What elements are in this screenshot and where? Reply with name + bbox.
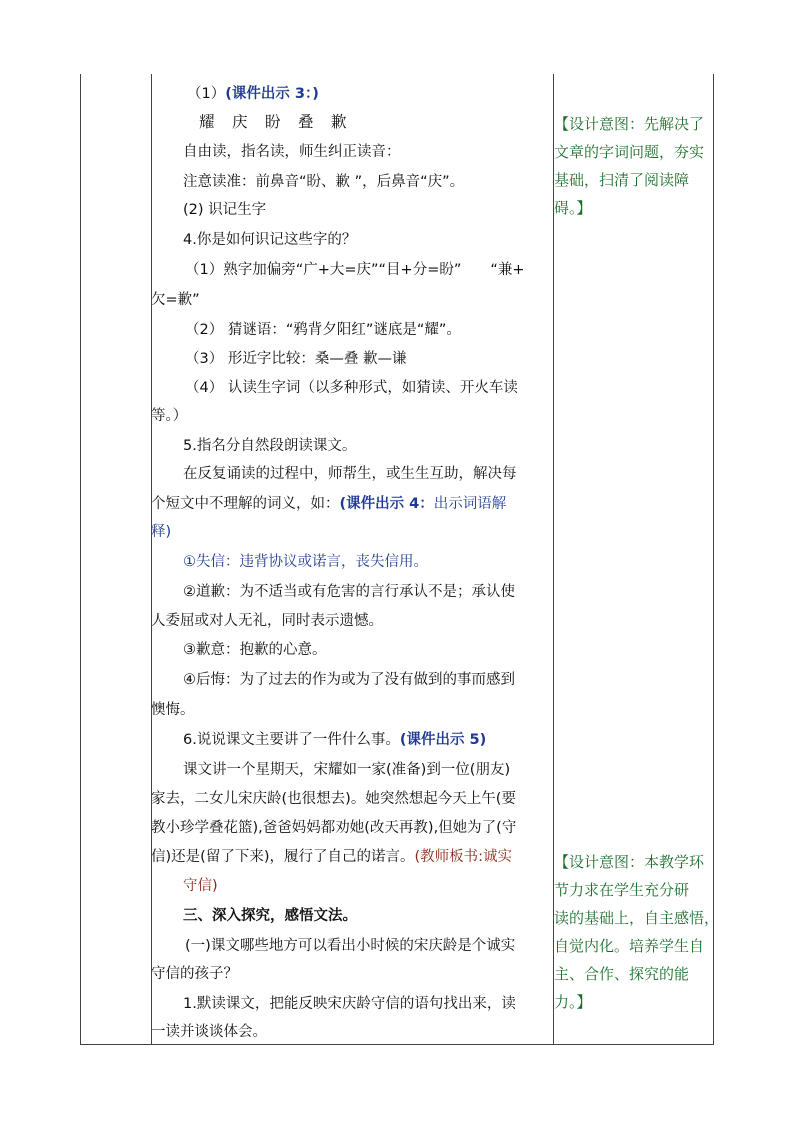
definition-item: ④后悔：为了过去的作为或为了没有做到的事而感到: [183, 672, 515, 688]
text-line: 一读并谈谈体会。: [151, 1024, 267, 1040]
text-line: 守信的孩子？: [151, 966, 238, 982]
text-line: 4.你是如何识记这些字的？: [183, 232, 357, 248]
table-border-bottom: [80, 1044, 714, 1045]
design-note-line: 自觉内化。培养学生自: [554, 937, 705, 955]
text-line: 个短文中不理解的词义，如：(课件出示 4：出示词语解: [151, 496, 507, 512]
design-note-line: 节力求在学生充分研: [554, 881, 690, 899]
courseware-note: (课件出示 5): [399, 732, 487, 748]
text-line: 欠=歉”: [151, 292, 200, 308]
courseware-note: (课件出示 3：): [225, 86, 319, 102]
table-border-col1: [151, 74, 152, 1045]
table-border-right: [713, 74, 714, 1045]
text-line: 人委屈或对人无礼，同时表示遗憾。: [151, 613, 383, 629]
courseware-note: (课件出示 4：: [339, 496, 434, 512]
table-border-left: [80, 74, 81, 1045]
design-note-line: 基础，扫清了阅读障: [554, 171, 690, 189]
text-line: 信)还是(留了下来)，履行了自己的诺言。(教师板书:诚实: [151, 849, 513, 865]
new-characters: 耀 庆 盼 叠 歉: [199, 113, 348, 131]
definition-item: ②道歉：为不适当或有危害的言行承认不是；承认使: [183, 584, 515, 600]
section-heading: 三、深入探究，感悟文法。: [183, 908, 357, 924]
design-note-line: 力。】: [554, 993, 592, 1011]
text-line: 守信): [183, 878, 218, 894]
text-line: （3） 形近字比较：桑—叠 歉—谦: [185, 351, 407, 367]
text-line: (2) 识记生字: [183, 202, 267, 218]
text-line: 等。）: [151, 408, 188, 424]
text-line: 自由读，指名读，师生纠正读音：: [183, 144, 401, 160]
design-note-line: 文章的字词问题，夯实: [554, 143, 705, 161]
text-line: 教小珍学叠花篮),爸爸妈妈都劝她(改天再教),但她为了(守: [151, 820, 517, 836]
definition-item: ③歉意：抱歉的心意。: [183, 642, 327, 658]
design-note-line: 读的基础上，自主感悟，: [554, 909, 720, 927]
text-line: 懊悔。: [151, 702, 195, 718]
design-note-line: 【设计意图：本教学环: [554, 853, 705, 871]
text-line: (一)课文哪些地方可以看出小时候的宋庆龄是个诚实: [185, 938, 516, 954]
design-note-line: 碍。】: [554, 199, 592, 217]
text-line: 注意读准：前鼻音“盼、歉 ”，后鼻音“庆”。: [183, 174, 465, 190]
step-1-heading: （1）(课件出示 3：): [187, 86, 319, 102]
text-line: 释): [151, 524, 172, 540]
board-note: (教师板书:诚实: [414, 849, 513, 865]
text-line: （4） 认读生字词（以多种形式，如猜读、开火车读: [185, 380, 518, 396]
design-note-line: 【设计意图：先解决了: [554, 115, 705, 133]
text-line: 1.默读课文，把能反映宋庆龄守信的语句找出来，读: [183, 996, 516, 1012]
design-note-line: 主、合作、探究的能: [554, 965, 690, 983]
text-line: 在反复诵读的过程中，师帮生，或生生互助，解决每: [183, 466, 517, 482]
text-line: （2） 猜谜语：“鸦背夕阳红”谜底是“耀”。: [185, 322, 461, 338]
text-line: 家去，二女儿宋庆龄(也很想去)。她突然想起今天上午(要: [151, 791, 516, 807]
text-line: 6.说说课文主要讲了一件什么事。(课件出示 5): [183, 732, 487, 748]
text-line: 5.指名分自然段朗读课文。: [183, 438, 357, 454]
definition-item: ①失信：违背协议或诺言，丧失信用。: [183, 554, 428, 570]
text-line: 课文讲一个星期天，宋耀如一家(准备)到一位(朋友): [183, 762, 511, 778]
text-line: （1）熟字加偏旁“广+大=庆”“目+分=盼” “兼+: [185, 262, 525, 278]
